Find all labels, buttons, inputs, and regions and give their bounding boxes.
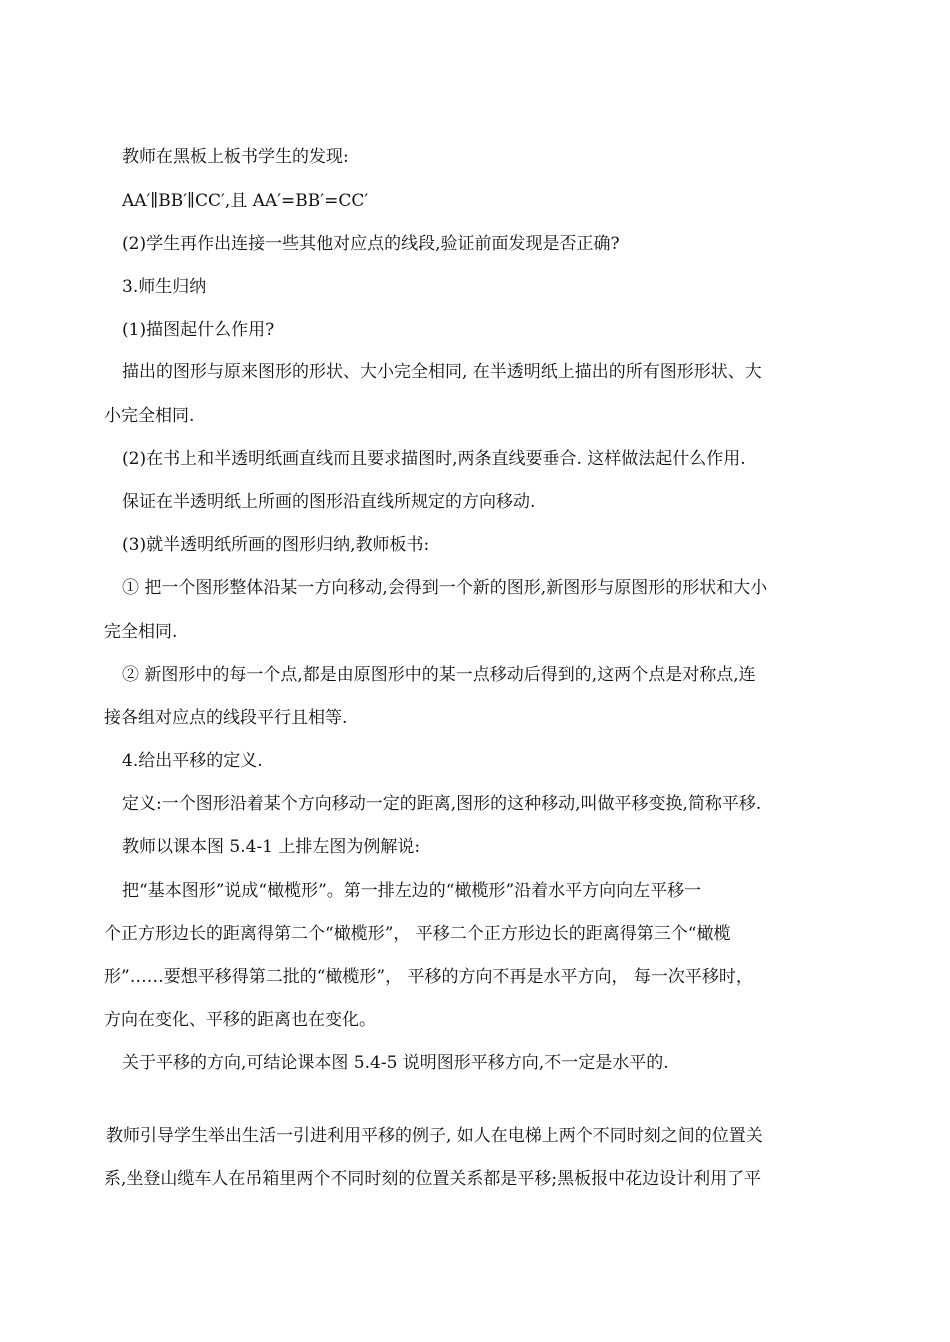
question-line: (1)描图起什么作用? bbox=[122, 320, 275, 340]
list-item-continued: 接各组对应点的线段平行且相等. bbox=[104, 708, 348, 728]
list-item-continued: 完全相同. bbox=[104, 622, 178, 642]
paragraph-line: 保证在半透明纸上所画的图形沿直线所规定的方向移动. bbox=[122, 492, 536, 512]
paragraph-line: 描出的图形与原来图形的形状、大小完全相同, 在半透明纸上描出的所有图形形状、大 bbox=[122, 362, 762, 382]
paragraph-line: 把“基本图形”说成“橄榄形”。第一排左边的“橄榄形”沿着水平方向向左平移一 bbox=[122, 881, 702, 901]
paragraph-line: 方向在变化、平移的距离也在变化。 bbox=[104, 1010, 376, 1030]
paragraph-line: 教师引导学生举出生活一引进利用平移的例子, 如人在电梯上两个不同时刻之间的位置关 bbox=[106, 1126, 763, 1146]
paragraph-line: 教师在黑板上板书学生的发现: bbox=[122, 147, 349, 167]
paragraph-line: 个正方形边长的距离得第二个“橄榄形”， 平移二个正方形边长的距离得第三个“橄榄 bbox=[104, 924, 731, 944]
list-item: ① 把一个图形整体沿某一方向移动,会得到一个新的图形,新图形与原图形的形状和大小 bbox=[122, 578, 768, 598]
question-line: (2)在书上和半透明纸画直线而且要求描图时,两条直线要垂合. 这样做法起什么作用. bbox=[122, 449, 746, 469]
paragraph-line: 小完全相同. bbox=[104, 406, 195, 426]
list-item: ② 新图形中的每一个点,都是由原图形中的某一点移动后得到的,这两个点是对称点,连 bbox=[122, 665, 756, 685]
section-heading: 4.给出平移的定义. bbox=[122, 751, 263, 771]
paragraph-line: 关于平移的方向,可结论课本图 5.4-5 说明图形平移方向,不一定是水平的. bbox=[122, 1053, 669, 1073]
paragraph-line: 教师以课本图 5.4-1 上排左图为例解说: bbox=[122, 837, 421, 857]
paragraph-line: 形”……要想平移得第二批的“橄榄形”， 平移的方向不再是水平方向， 每一次平移时， bbox=[104, 967, 753, 987]
definition-line: 定义:一个图形沿着某个方向移动一定的距离,图形的这种移动,叫做平移变换,简称平移. bbox=[122, 794, 762, 814]
paragraph-line: AA′∥BB′∥CC′,且 AA′=BB′=CC′ bbox=[122, 191, 369, 211]
section-heading: 3.师生归纳 bbox=[122, 277, 207, 297]
paragraph-line: 系,坐登山缆车人在吊箱里两个不同时刻的位置关系都是平移;黑板报中花边设计利用了平 bbox=[104, 1169, 762, 1189]
paragraph-line: (2)学生再作出连接一些其他对应点的线段,验证前面发现是否正确? bbox=[122, 234, 620, 254]
question-line: (3)就半透明纸所画的图形归纳,教师板书: bbox=[122, 535, 430, 555]
